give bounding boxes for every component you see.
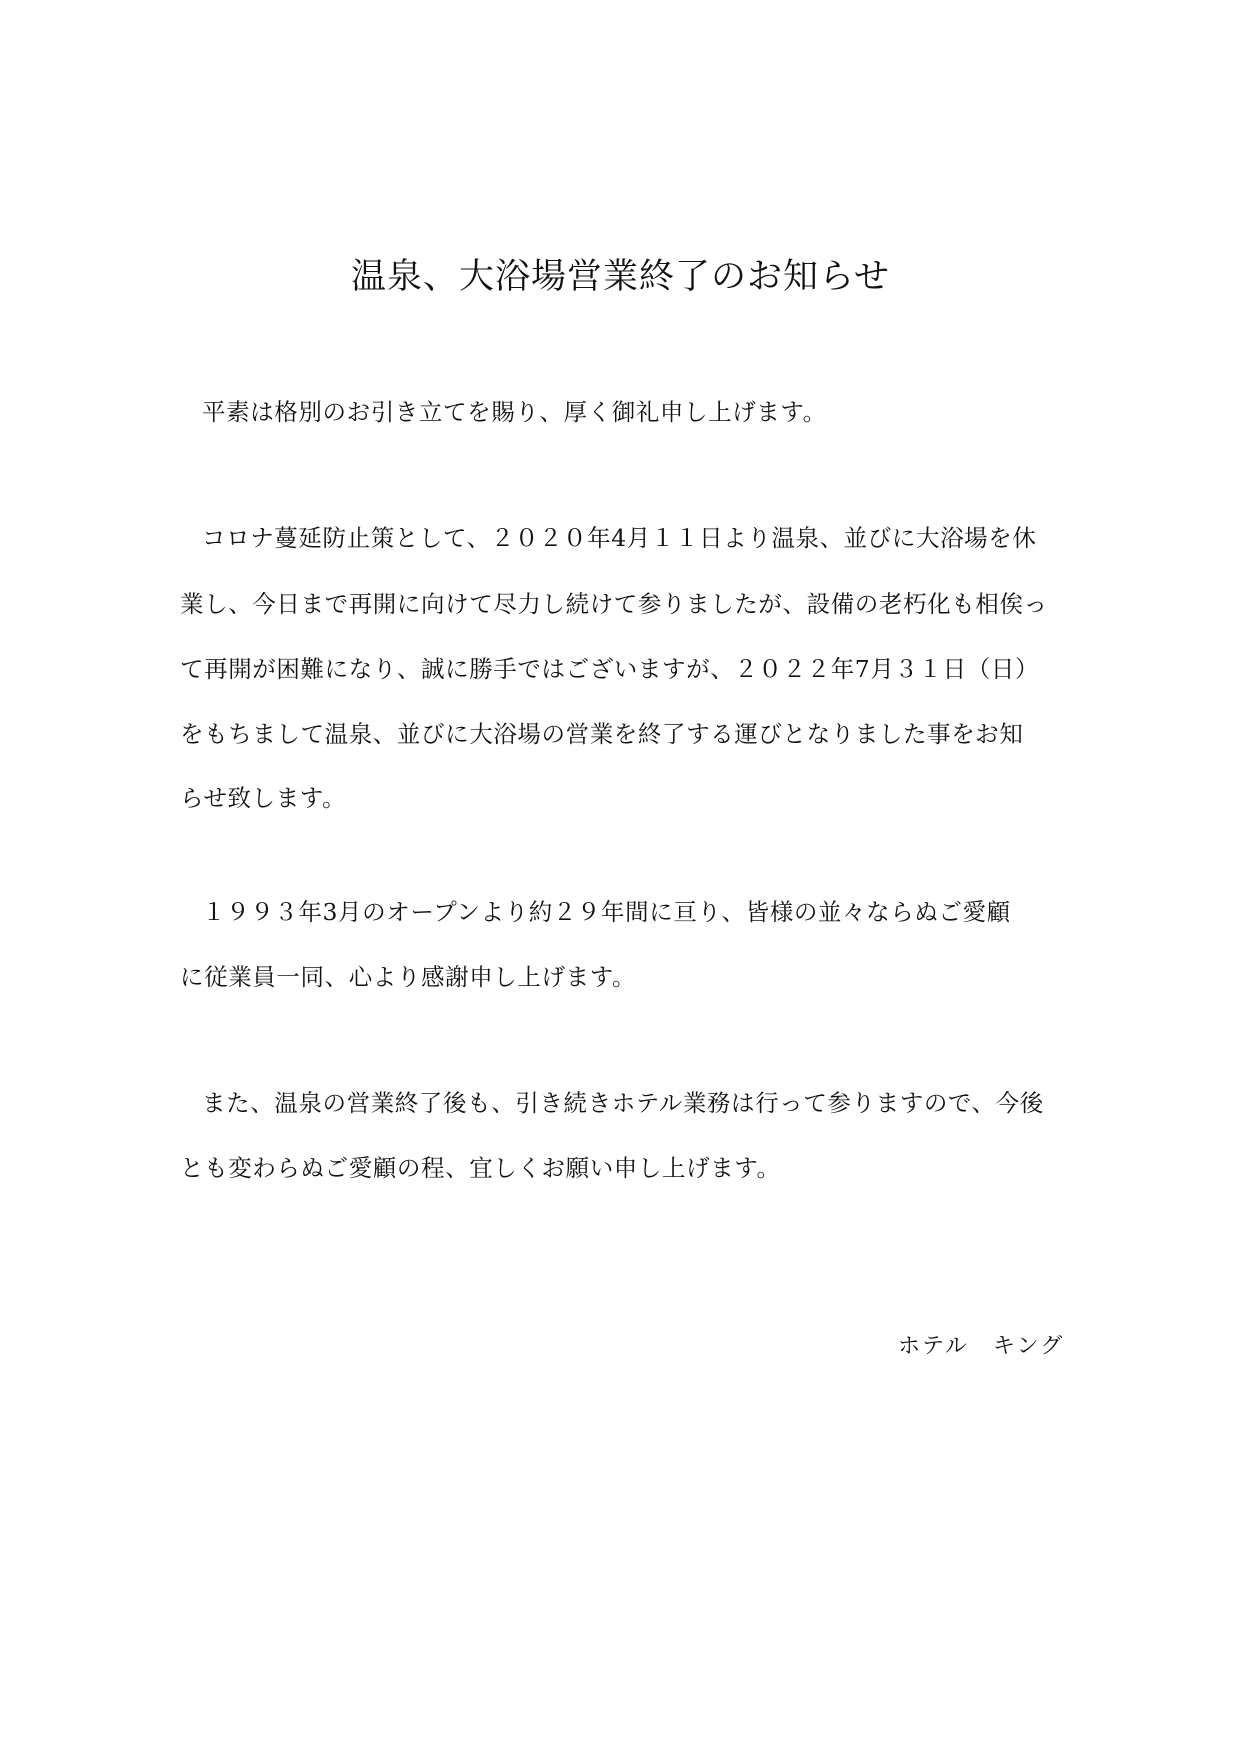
paragraph-closure-line-2: 業し、今日まで再開に向けて尽力し続けて参りましたが、設備の老朽化も相俟っ bbox=[180, 590, 1048, 618]
paragraph-thanks-line-2: に従業員一同、心より感謝申し上げます。 bbox=[180, 963, 637, 991]
paragraph-continuation-line-2: とも変わらぬご愛顧の程、宜しくお願い申し上げます。 bbox=[180, 1154, 781, 1182]
paragraph-thanks-line-1: １９９３年3月のオープンより約２９年間に亘り、皆様の並々ならぬご愛顧 bbox=[202, 898, 1011, 926]
paragraph-closure-line-4: をもちまして温泉、並びに大浴場の営業を終了する運びとなりました事をお知 bbox=[180, 720, 1024, 748]
signature: ホテル キング bbox=[898, 1334, 1065, 1359]
notice-title: 温泉、大浴場営業終了のお知らせ bbox=[351, 257, 890, 297]
paragraph-continuation-line-1: また、温泉の営業終了後も、引き続きホテル業務は行って参りますので、今後 bbox=[202, 1089, 1044, 1117]
paragraph-closure-line-1: コロナ蔓延防止策として、２０２０年4月１１日より温泉、並びに大浴場を休 bbox=[202, 524, 1037, 552]
paragraph-greeting-line-1: 平素は格別のお引き立てを賜り、厚く御礼申し上げます。 bbox=[202, 398, 827, 426]
paragraph-closure-line-5: らせ致します。 bbox=[180, 784, 347, 812]
paragraph-closure-line-3: て再開が困難になり、誠に勝手ではございますが、２０２２年7月３１日（日） bbox=[180, 655, 1040, 683]
